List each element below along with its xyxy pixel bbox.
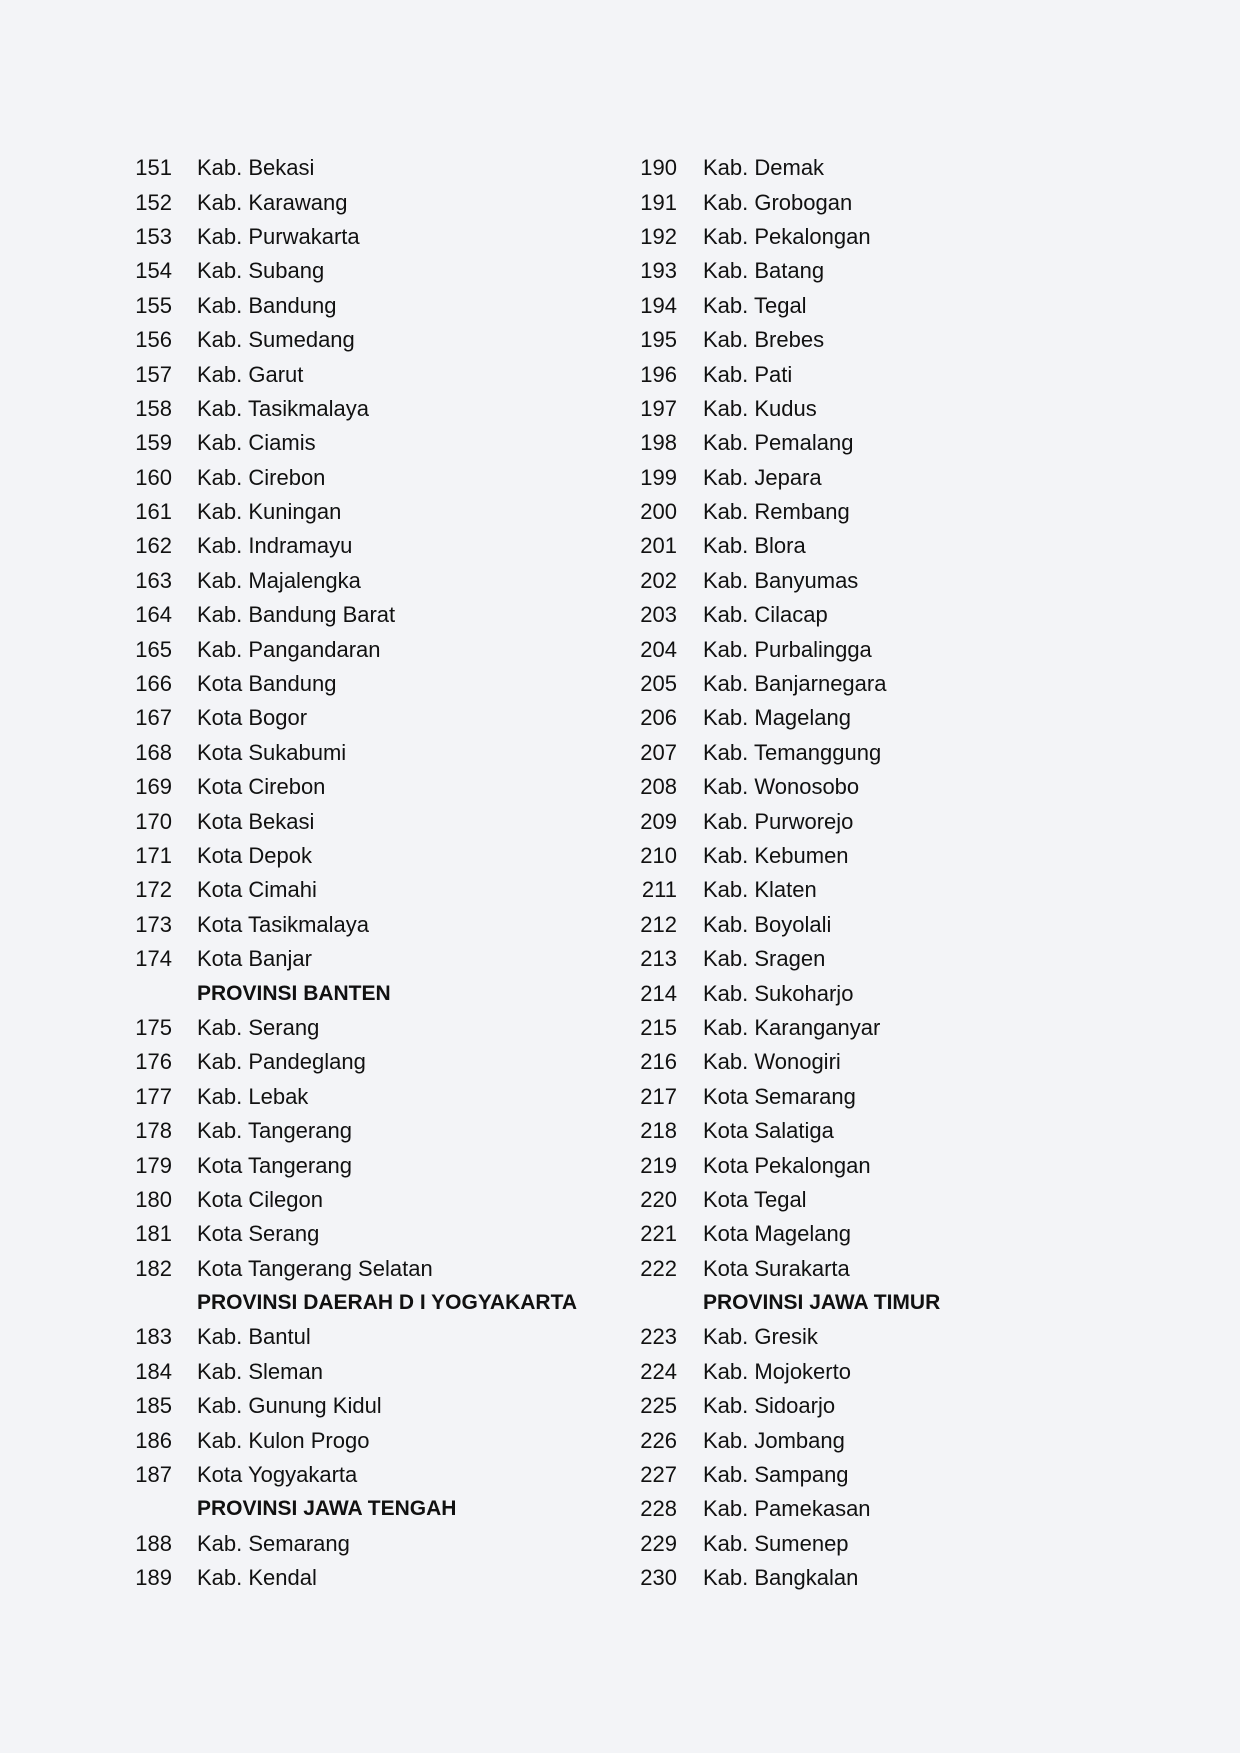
- region-name: Kab. Sampang: [703, 1462, 849, 1488]
- region-name: Kab. Rembang: [703, 499, 850, 525]
- region-name: Kab. Temanggung: [703, 739, 882, 765]
- list-item: [625, 1492, 1145, 1526]
- item-number: 158: [135, 395, 172, 421]
- province-name: PROVINSI JAWA TIMUR: [703, 1291, 941, 1315]
- list-item: [625, 1423, 1145, 1457]
- list-item: [120, 220, 640, 254]
- list-item: [120, 1389, 640, 1423]
- item-number: 206: [640, 705, 677, 731]
- item-number: 175: [135, 1014, 172, 1040]
- region-name: Kota Tangerang: [197, 1152, 352, 1178]
- list-item: [625, 1561, 1145, 1595]
- region-name: Kab. Semarang: [197, 1530, 350, 1556]
- list-item: [625, 873, 1145, 907]
- item-number: 151: [135, 155, 172, 181]
- region-name: Kota Bekasi: [197, 808, 315, 834]
- list-item: [120, 392, 640, 426]
- region-name: Kota Magelang: [703, 1221, 851, 1247]
- left-column-list: [120, 151, 640, 1595]
- list-item: [120, 804, 640, 838]
- list-item: [120, 1320, 640, 1354]
- region-name: Kab. Demak: [703, 155, 825, 181]
- list-item: [120, 185, 640, 219]
- region-name: Kab. Purbalingga: [703, 636, 872, 662]
- region-name: Kota Serang: [197, 1221, 320, 1247]
- list-item: [120, 151, 640, 185]
- region-name: Kab. Pamekasan: [703, 1496, 871, 1522]
- item-number: 183: [135, 1324, 172, 1350]
- list-item: [120, 1114, 640, 1148]
- item-number: 170: [135, 808, 172, 834]
- item-number: 217: [640, 1083, 677, 1109]
- region-name: Kota Salatiga: [703, 1118, 834, 1144]
- region-name: Kab. Cirebon: [197, 464, 326, 490]
- region-name: Kab. Karanganyar: [703, 1014, 881, 1040]
- list-item: [120, 873, 640, 907]
- list-item: [120, 1011, 640, 1045]
- item-number: 168: [135, 739, 172, 765]
- item-number: 189: [135, 1565, 172, 1591]
- list-item: [625, 289, 1145, 323]
- item-number: 230: [640, 1565, 677, 1591]
- list-item: [120, 1527, 640, 1561]
- item-number: 222: [640, 1255, 677, 1281]
- list-item: [625, 185, 1145, 219]
- region-name: Kota Tangerang Selatan: [197, 1255, 433, 1281]
- region-name: Kota Bandung: [197, 671, 337, 697]
- region-name: Kab. Cilacap: [703, 602, 828, 628]
- item-number: 188: [135, 1530, 172, 1556]
- item-number: 202: [640, 567, 677, 593]
- province-name: PROVINSI JAWA TENGAH: [197, 1497, 457, 1521]
- region-name: Kab. Kuningan: [197, 499, 342, 525]
- region-name: Kab. Jombang: [703, 1427, 845, 1453]
- item-number: 190: [640, 155, 677, 181]
- item-number: 179: [135, 1152, 172, 1178]
- region-name: Kab. Tangerang: [197, 1118, 352, 1144]
- region-name: Kab. Kebumen: [703, 843, 849, 868]
- list-item: [625, 1011, 1145, 1045]
- item-number: 220: [640, 1186, 677, 1212]
- list-item: [120, 323, 640, 357]
- region-name: Kota Sukabumi: [197, 739, 347, 765]
- item-number: 160: [135, 464, 172, 490]
- list-item: [625, 1148, 1145, 1182]
- list-item: [625, 323, 1145, 357]
- item-number: 159: [135, 430, 172, 456]
- item-number: 166: [135, 671, 172, 697]
- region-name: Kab. Mojokerto: [703, 1358, 851, 1384]
- item-number: 201: [640, 533, 677, 559]
- item-number: 194: [640, 292, 677, 318]
- list-item: [120, 564, 640, 598]
- list-item: [120, 1355, 640, 1389]
- region-name: Kab. Bangkalan: [703, 1565, 859, 1591]
- item-number: 207: [640, 739, 677, 765]
- list-item: [120, 942, 640, 976]
- list-item: [625, 598, 1145, 632]
- region-name: Kab. Tasikmalaya: [197, 395, 370, 421]
- item-number: 229: [640, 1530, 677, 1556]
- item-number: 193: [640, 258, 677, 284]
- item-number: 211: [641, 877, 677, 903]
- list-item: [625, 564, 1145, 598]
- item-number: 172: [135, 877, 172, 903]
- region-name: Kab. Gunung Kidul: [197, 1393, 382, 1419]
- region-name: Kab. Sleman: [197, 1358, 323, 1384]
- region-name: Kab. Pemalang: [703, 430, 854, 456]
- region-name: Kota Banjar: [197, 946, 312, 972]
- region-name: Kab. Jepara: [703, 464, 822, 490]
- list-item: [625, 942, 1145, 976]
- item-number: 182: [135, 1255, 172, 1281]
- item-number: 197: [640, 395, 677, 421]
- province-heading: [625, 1286, 1145, 1320]
- region-name: Kab. Pati: [703, 361, 793, 387]
- item-number: 205: [640, 671, 677, 697]
- list-item: [120, 529, 640, 563]
- list-item: [625, 804, 1145, 838]
- item-number: 203: [640, 602, 677, 628]
- region-name: Kota Yogyakarta: [197, 1462, 358, 1488]
- item-number: 198: [640, 430, 677, 456]
- list-item: [120, 426, 640, 460]
- item-number: 216: [640, 1049, 677, 1075]
- list-item: [120, 495, 640, 529]
- region-name: Kab. Pangandaran: [197, 636, 381, 662]
- region-name: Kota Pekalongan: [703, 1152, 871, 1178]
- region-name: Kota Depok: [197, 843, 312, 868]
- item-number: 191: [640, 189, 677, 215]
- list-item: [625, 1114, 1145, 1148]
- item-number: 153: [135, 223, 172, 249]
- region-name: Kab. Sragen: [703, 946, 826, 972]
- region-name: Kab. Pekalongan: [703, 223, 871, 249]
- region-name: Kab. Wonosobo: [703, 774, 860, 800]
- region-name: Kab. Bekasi: [197, 155, 315, 181]
- province-heading: [120, 1492, 640, 1526]
- list-item: [625, 976, 1145, 1010]
- region-name: Kab. Pandeglang: [197, 1049, 366, 1075]
- region-name: Kab. Brebes: [703, 327, 825, 353]
- item-number: 180: [135, 1186, 172, 1212]
- item-number: 157: [135, 361, 172, 387]
- region-name: Kota Bogor: [197, 705, 308, 731]
- list-item: [625, 1527, 1145, 1561]
- list-item: [120, 1252, 640, 1286]
- region-name: Kab. Banyumas: [703, 567, 859, 593]
- list-item: [625, 1217, 1145, 1251]
- list-item: [625, 392, 1145, 426]
- list-item: [625, 1252, 1145, 1286]
- item-number: 221: [640, 1221, 677, 1247]
- list-item: [625, 1355, 1145, 1389]
- item-number: 226: [640, 1427, 677, 1453]
- list-item: [120, 1561, 640, 1595]
- region-name: Kab. Ciamis: [197, 430, 316, 456]
- region-name: Kab. Serang: [197, 1014, 320, 1040]
- list-item: [120, 461, 640, 495]
- list-item: [625, 357, 1145, 391]
- list-item: [625, 1183, 1145, 1217]
- list-item: [625, 220, 1145, 254]
- list-item: [120, 598, 640, 632]
- item-number: 178: [135, 1118, 172, 1144]
- list-item: [625, 1320, 1145, 1354]
- region-name: Kab. Garut: [197, 361, 304, 387]
- item-number: 196: [640, 361, 677, 387]
- item-number: 174: [135, 946, 172, 972]
- list-item: [120, 632, 640, 666]
- region-name: Kab. Bandung Barat: [197, 602, 396, 628]
- item-number: 223: [640, 1324, 677, 1350]
- list-item: [625, 151, 1145, 185]
- item-number: 228: [640, 1496, 677, 1522]
- list-item: [625, 1458, 1145, 1492]
- item-number: 163: [135, 567, 172, 593]
- region-name: Kab. Kudus: [703, 395, 817, 421]
- region-name: Kab. Majalengka: [197, 567, 361, 593]
- region-name: Kab. Sumedang: [197, 327, 355, 353]
- item-number: 155: [135, 292, 172, 318]
- item-number: 199: [640, 464, 677, 490]
- region-name: Kab. Kendal: [197, 1565, 317, 1591]
- region-name: Kota Cimahi: [197, 877, 317, 903]
- region-name: Kab. Klaten: [703, 877, 817, 903]
- item-number: 215: [640, 1014, 677, 1040]
- list-item: [120, 357, 640, 391]
- province-heading: [120, 1286, 640, 1320]
- item-number: 152: [135, 189, 172, 215]
- item-number: 173: [135, 911, 172, 937]
- region-name: Kab. Boyolali: [703, 911, 832, 937]
- item-number: 225: [640, 1393, 677, 1419]
- list-item: [625, 254, 1145, 288]
- list-item: [120, 736, 640, 770]
- list-item: [120, 701, 640, 735]
- item-number: 212: [640, 911, 677, 937]
- item-number: 154: [135, 258, 172, 284]
- item-number: 177: [135, 1083, 172, 1109]
- item-number: 213: [640, 946, 677, 972]
- region-name: Kab. Indramayu: [197, 533, 353, 559]
- list-item: [625, 1080, 1145, 1114]
- item-number: 162: [135, 533, 172, 559]
- region-name: Kab. Sukoharjo: [703, 980, 854, 1006]
- region-name: Kota Tegal: [703, 1186, 807, 1212]
- list-item: [625, 426, 1145, 460]
- item-number: 210: [640, 843, 677, 868]
- item-number: 167: [135, 705, 172, 731]
- province-name: PROVINSI BANTEN: [197, 981, 391, 1005]
- region-name: Kab. Batang: [703, 258, 825, 284]
- region-name: Kab. Gresik: [703, 1324, 818, 1350]
- item-number: 209: [640, 808, 677, 834]
- region-name: Kota Semarang: [703, 1083, 856, 1109]
- list-item: [625, 632, 1145, 666]
- list-item: [625, 770, 1145, 804]
- item-number: 204: [640, 636, 677, 662]
- region-name: Kota Cilegon: [197, 1186, 323, 1212]
- list-item: [120, 1183, 640, 1217]
- item-number: 161: [135, 499, 172, 525]
- item-number: 171: [135, 843, 172, 868]
- item-number: 169: [135, 774, 172, 800]
- list-item: [625, 839, 1145, 873]
- region-name: Kota Cirebon: [197, 774, 326, 800]
- list-item: [120, 667, 640, 701]
- list-item: [120, 1217, 640, 1251]
- region-name: Kab. Lebak: [197, 1083, 309, 1109]
- region-name: Kab. Wonogiri: [703, 1049, 841, 1075]
- region-name: Kab. Karawang: [197, 189, 348, 215]
- item-number: 181: [135, 1221, 172, 1247]
- region-name: Kab. Purwakarta: [197, 223, 360, 249]
- item-number: 184: [135, 1358, 172, 1384]
- list-item: [625, 736, 1145, 770]
- list-item: [625, 1045, 1145, 1079]
- list-item: [120, 1423, 640, 1457]
- list-item: [120, 1045, 640, 1079]
- list-item: [120, 289, 640, 323]
- region-name: Kab. Grobogan: [703, 189, 853, 215]
- region-name: Kota Surakarta: [703, 1255, 850, 1281]
- region-name: Kab. Purworejo: [703, 808, 854, 834]
- list-item: [120, 908, 640, 942]
- list-item: [625, 461, 1145, 495]
- item-number: 214: [640, 980, 677, 1006]
- list-item: [625, 529, 1145, 563]
- region-name: Kab. Blora: [703, 533, 806, 559]
- region-name: Kab. Bandung: [197, 292, 337, 318]
- item-number: 227: [640, 1462, 677, 1488]
- region-name: Kab. Sidoarjo: [703, 1393, 836, 1419]
- province-name: PROVINSI DAERAH D I YOGYAKARTA: [197, 1291, 577, 1315]
- region-name: Kab. Bantul: [197, 1324, 311, 1350]
- list-item: [625, 701, 1145, 735]
- region-name: Kab. Banjarnegara: [703, 671, 887, 697]
- item-number: 200: [640, 499, 677, 525]
- list-item: [625, 495, 1145, 529]
- item-number: 156: [135, 327, 172, 353]
- list-item: [625, 908, 1145, 942]
- item-number: 187: [135, 1462, 172, 1488]
- province-heading: [120, 976, 640, 1010]
- region-name: Kab. Subang: [197, 258, 325, 284]
- list-item: [625, 667, 1145, 701]
- region-name: Kota Tasikmalaya: [197, 911, 370, 937]
- item-number: 218: [640, 1118, 677, 1144]
- list-item: [625, 1389, 1145, 1423]
- item-number: 186: [135, 1427, 172, 1453]
- list-item: [120, 1080, 640, 1114]
- list-item: [120, 839, 640, 873]
- item-number: 195: [640, 327, 677, 353]
- region-name: Kab. Kulon Progo: [197, 1427, 370, 1453]
- list-item: [120, 1148, 640, 1182]
- list-item: [120, 1458, 640, 1492]
- item-number: 176: [135, 1049, 172, 1075]
- list-item: [120, 254, 640, 288]
- right-column-list: [625, 151, 1145, 1595]
- item-number: 165: [135, 636, 172, 662]
- item-number: 224: [640, 1358, 677, 1384]
- region-name: Kab. Tegal: [703, 292, 807, 318]
- item-number: 185: [135, 1393, 172, 1419]
- item-number: 164: [135, 602, 172, 628]
- item-number: 208: [640, 774, 677, 800]
- region-name: Kab. Sumenep: [703, 1530, 849, 1556]
- region-name: Kab. Magelang: [703, 705, 851, 731]
- item-number: 192: [640, 223, 677, 249]
- item-number: 219: [640, 1152, 677, 1178]
- list-item: [120, 770, 640, 804]
